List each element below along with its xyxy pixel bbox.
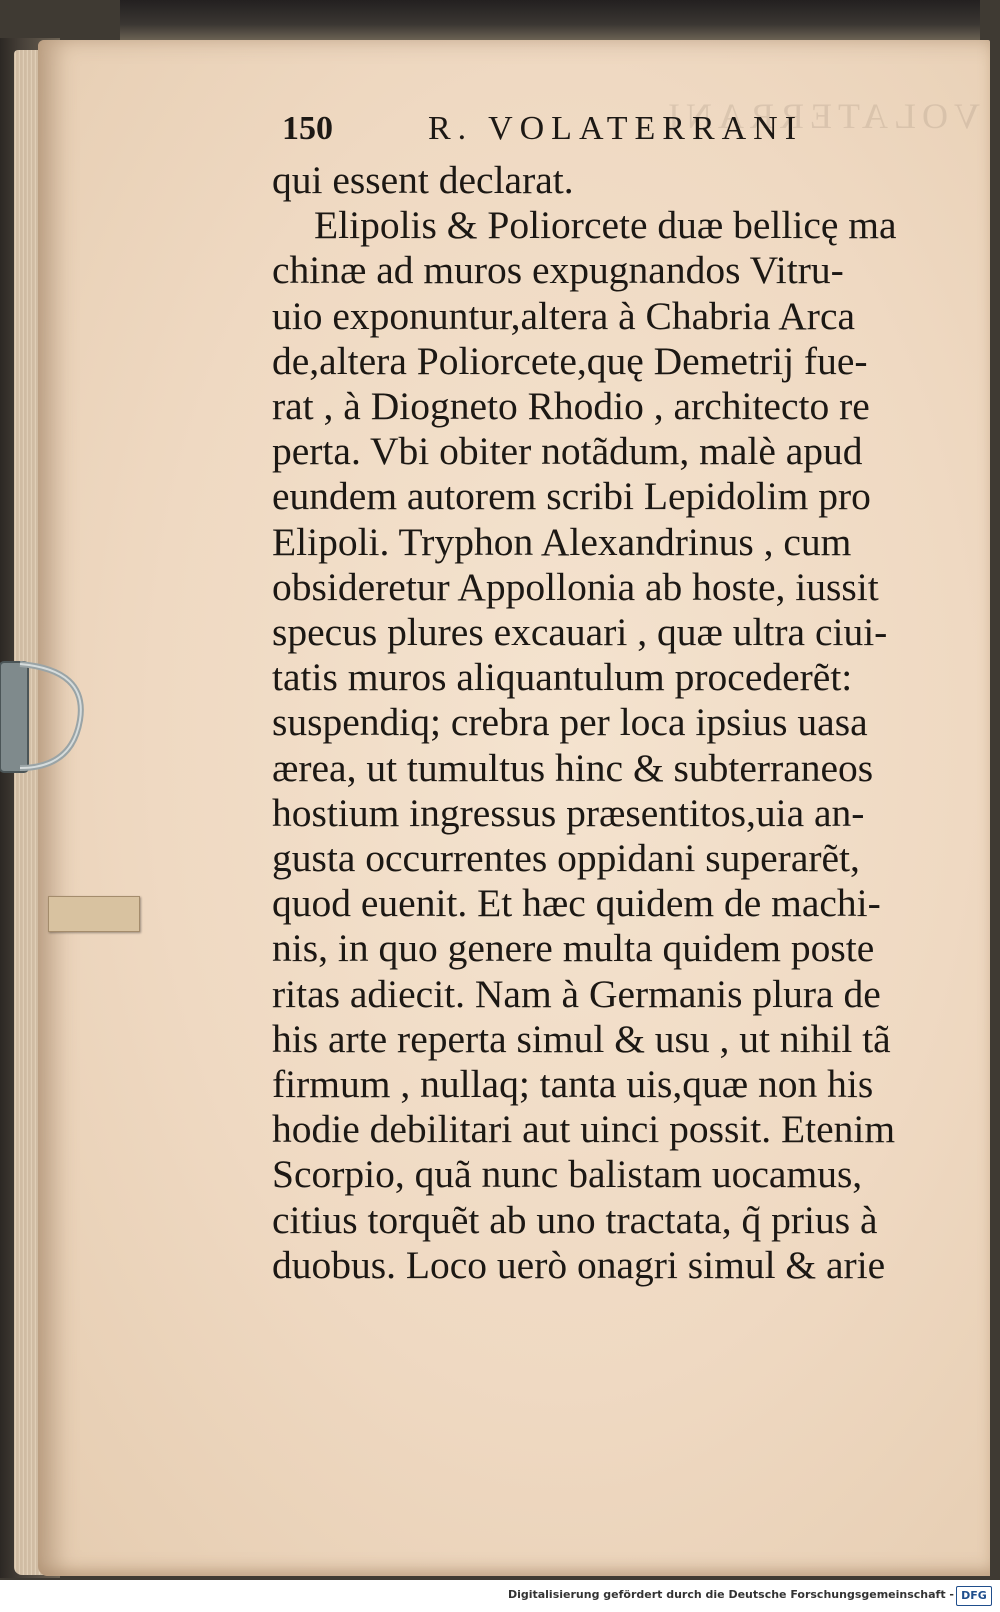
dfg-logo: DFG — [956, 1586, 992, 1606]
bleed-through-text: VOLATERRANI — [662, 96, 980, 136]
text-line: Scorpio, quã nunc balistam uocamus, — [272, 1152, 863, 1197]
text-line: de,altera Poliorcete,quę Demetrij fue- — [272, 338, 868, 383]
text-line: qui essent declarat. — [272, 158, 574, 202]
text-line: specus plures excauari , quæ ultra ciui- — [272, 610, 888, 655]
text-line: quod euenit. Et hæc quidem de machi- — [272, 881, 881, 926]
text-line: obsideretur Appollonia ab hoste, iussit — [272, 564, 879, 609]
page-clip-icon — [0, 640, 88, 780]
text-line: his arte reperta simul & usu , ut nihil tã — [272, 1016, 891, 1061]
text-line: chinæ ad muros expugnandos Vitru- — [272, 248, 844, 293]
text-line: citius torquẽt ab uno tractata, q̃ prius à — [272, 1197, 878, 1242]
text-line: suspendiq; crebra per loca ipsius uasa — [272, 700, 868, 745]
running-head: R. VOLATERRANI — [428, 110, 804, 147]
text-line: gusta occurrentes oppidani superarẽt, — [272, 836, 860, 881]
book-cover-top-edge — [120, 0, 980, 40]
text-line: hodie debilitari aut uinci possit. Etenim — [272, 1107, 896, 1152]
text-line: hostium ingressus præsentitos,uia an- — [272, 790, 865, 835]
text-line: firmum , nullaq; tanta uis,quæ non his — [272, 1062, 874, 1107]
text-line: uio exponuntur,altera à Chabria Arca — [272, 293, 856, 338]
body-text — [272, 158, 917, 1288]
text-line: ærea, ut tumultus hinc & subterraneos — [272, 745, 874, 790]
text-line: tatis muros aliquantulum procederẽt: — [272, 655, 853, 700]
page-number: 150 — [282, 110, 333, 147]
text-line: nis, in quo genere multa quidem poste — [272, 926, 875, 971]
text-line: rat , à Diogneto Rhodio , architecto re — [272, 384, 870, 429]
text-line: ritas adiecit. Nam à Germanis plura de — [272, 971, 881, 1016]
text-line: perta. Vbi obiter notãdum, malè apud — [272, 429, 863, 474]
funding-credit: Digitalisierung gefördert durch die Deutsche Forschungsgemeinschaft - — [507, 1588, 954, 1601]
text-line: Elipolis & Poliorcete duæ bellicę ma — [314, 203, 897, 248]
text-line: Elipoli. Tryphon Alexandrinus , cum — [272, 519, 852, 564]
digitization-footer — [0, 1580, 1000, 1612]
text-line: duobus. Loco uerò onagri simul & arie — [272, 1242, 886, 1287]
bookmark-slip — [48, 896, 140, 932]
text-line: eundem autorem scribi Lepidolim pro — [272, 474, 871, 519]
page-header — [282, 110, 922, 160]
